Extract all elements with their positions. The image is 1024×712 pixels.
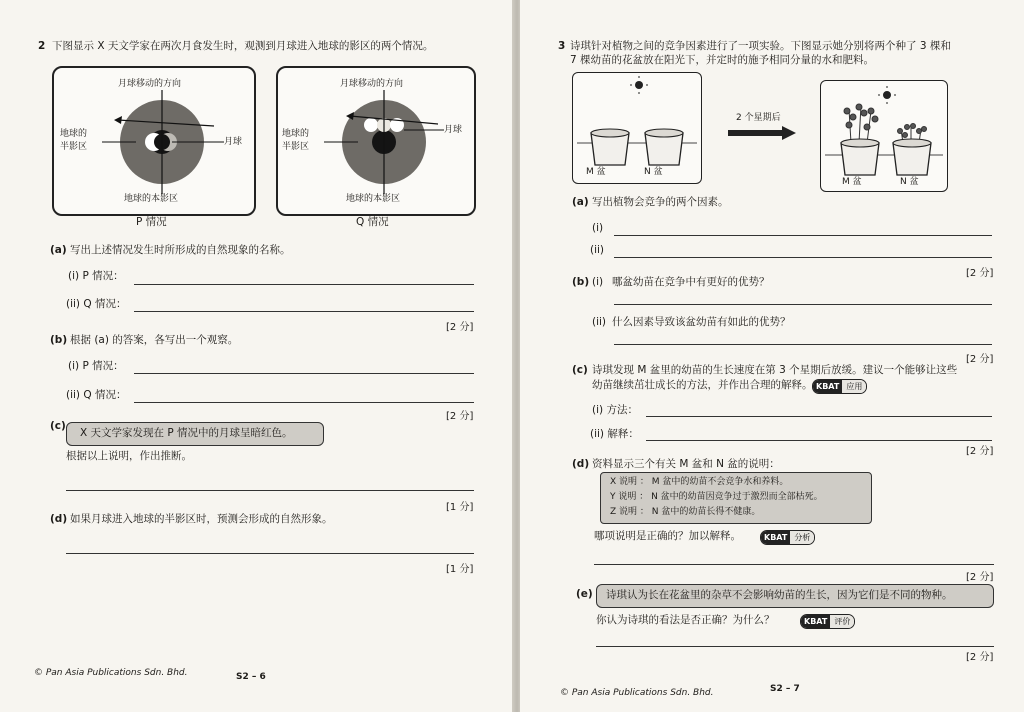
part-c-label: (c) [50, 420, 66, 432]
sun-icon [635, 81, 643, 89]
direction-label-q: 月球移动的方向 [340, 79, 404, 89]
part-b-i-label: (i) [592, 276, 604, 288]
part-d-question: 哪项说明是正确的？加以解释。 [594, 530, 741, 542]
caption-q: Q 情况 [356, 216, 389, 228]
kbat-skill: 应用 [842, 380, 866, 393]
arrow-right-icon [728, 126, 798, 140]
statement-y: Y 说明 ： N 盆中的幼苗因竞争过于激烈而全部枯死。 [610, 492, 823, 502]
marks: [2 分] [446, 411, 474, 422]
part-b-label: (b) [50, 334, 68, 346]
statement-x: X 说明 ： M 盆中的幼苗不会竞争水和养料。 [610, 477, 789, 487]
penumbra-label-q-2: 半影区 [282, 142, 310, 152]
part-b-text: 根据 (a) 的答案，各写出一个观察。 [70, 334, 239, 346]
caption-p: P 情况 [136, 216, 167, 228]
marks: [2 分] [446, 322, 474, 333]
part-a-label: (a) [50, 244, 67, 256]
part-d-label: (d) [572, 458, 590, 470]
marks: [2 分] [966, 652, 994, 663]
statement-z: Z 说明 ： N 盆中的幼苗长得不健康。 [610, 507, 761, 517]
question-intro-1: 诗琪针对植物之间的竞争因素进行了一项实验。下图显示她分别将两个种了 3 棵和 [570, 40, 951, 52]
part-c-label: (c) [572, 364, 588, 376]
part-a-ii: (ii) [590, 244, 605, 256]
sun-icon [883, 91, 891, 99]
umbra-label-q: 地球的本影区 [346, 194, 401, 204]
part-e-label: (e) [576, 588, 593, 600]
kbat-tag: KBAT [801, 615, 830, 628]
part-a-text: 写出植物会竞争的两个因素。 [592, 196, 729, 208]
part-d-text: 资料显示三个有关 M 盆和 N 盆的说明： [592, 458, 780, 470]
part-c-text: 根据以上说明，作出推断。 [66, 450, 192, 462]
part-c-i: (i) 方法： [592, 404, 638, 416]
pot-n-label: N 盆 [644, 167, 663, 177]
kbat-tag: KBAT [813, 380, 842, 393]
pot-m-label: M 盆 [842, 177, 862, 187]
answer-line[interactable] [614, 257, 992, 258]
question-intro: 下图显示 X 天文学家在两次月食发生时，观测到月球进入地球的影区的两个情况。 [52, 40, 434, 52]
marks: [1 分] [446, 564, 474, 575]
answer-line[interactable] [134, 284, 474, 285]
marks: [1 分] [446, 502, 474, 513]
part-c-text-1: 诗琪发现 M 盆里的幼苗的生长速度在第 3 个星期后放缓。建议一个能够让这些 [592, 364, 958, 376]
pot-m [591, 133, 629, 165]
penumbra-label-p-2: 半影区 [60, 142, 88, 152]
marks: [2 分] [966, 354, 994, 365]
part-c-ii: (ii) 解释： [590, 428, 639, 440]
part-e-question: 你认为诗琪的看法是否正确？为什么？ [596, 614, 775, 626]
pots-after-illustration [821, 81, 947, 191]
pot-n-label: N 盆 [900, 177, 919, 187]
answer-line[interactable] [614, 235, 992, 236]
question-intro-2: 7 棵幼苗的花盆放在阳光下，并定时的施予相同分量的水和肥料。 [570, 54, 875, 66]
part-b-ii-label: (ii) [592, 316, 607, 328]
right-page [520, 0, 1024, 712]
pot-m-label: M 盆 [586, 167, 606, 177]
moon-white [364, 118, 378, 132]
kbat-badge [812, 379, 867, 394]
part-b-ii-text: 什么因素导致该盆幼苗有如此的优势？ [612, 316, 791, 328]
kbat-badge [760, 530, 815, 545]
answer-line[interactable] [134, 373, 474, 374]
moon-label-p: 月球 [224, 137, 243, 147]
answer-line[interactable] [596, 646, 994, 647]
part-b-label: (b) [572, 276, 590, 288]
part-b-i: (i) P 情况： [68, 360, 124, 372]
answer-line[interactable] [66, 490, 474, 491]
page-number: S2 – 7 [770, 684, 800, 694]
marks: [2 分] [966, 446, 994, 457]
answer-line[interactable] [646, 416, 992, 417]
moon-label-q: 月球 [444, 125, 463, 135]
page-number: S2 – 6 [236, 672, 266, 682]
part-b-ii: (ii) Q 情况： [66, 389, 127, 401]
marks: [2 分] [966, 268, 994, 279]
kbat-badge [800, 614, 855, 629]
direction-label-p: 月球移动的方向 [118, 79, 182, 89]
experiment-after [820, 80, 948, 192]
kbat-skill: 评价 [830, 615, 854, 628]
part-d-label: (d) [50, 513, 68, 525]
part-a-label: (a) [572, 196, 589, 208]
umbra-label-p: 地球的本影区 [124, 194, 179, 204]
part-a-text: 写出上述情况发生时所形成的自然现象的名称。 [70, 244, 291, 256]
arrow-label: 2 个星期后 [736, 113, 781, 123]
tall-seedlings [844, 104, 878, 143]
marks: [2 分] [966, 572, 994, 583]
part-c-box-text: X 天文学家发现在 P 情况中的月球呈暗红色。 [80, 427, 293, 439]
penumbra-label-p-1: 地球的 [60, 129, 88, 139]
penumbra-label-q-1: 地球的 [282, 129, 310, 139]
part-e-box-text: 诗琪认为长在花盆里的杂草不会影响幼苗的生长，因为它们是不同的物种。 [606, 589, 953, 601]
question-number: 3 [558, 40, 566, 52]
answer-line[interactable] [614, 304, 992, 305]
part-c-text-2: 幼苗继续茁壮成长的方法，并作出合理的解释。 [592, 379, 813, 391]
part-d-text: 如果月球进入地球的半影区时，预测会形成的自然形象。 [70, 513, 333, 525]
part-a-ii: (ii) Q 情况： [66, 298, 127, 310]
part-a-i: (i) [592, 222, 604, 234]
publisher-footer: © Pan Asia Publications Sdn. Bhd. [560, 688, 714, 698]
answer-line[interactable] [594, 564, 994, 565]
kbat-tag: KBAT [761, 531, 790, 544]
answer-line[interactable] [134, 402, 474, 403]
answer-line[interactable] [66, 553, 474, 554]
kbat-skill: 分析 [790, 531, 814, 544]
part-a-i: (i) P 情况： [68, 270, 124, 282]
pot-n [645, 133, 683, 165]
answer-line[interactable] [134, 311, 474, 312]
question-number: 2 [38, 40, 46, 52]
answer-line[interactable] [646, 440, 992, 441]
publisher-footer: © Pan Asia Publications Sdn. Bhd. [34, 668, 188, 678]
part-b-i-text: 哪盆幼苗在竞争中有更好的优势？ [612, 276, 770, 288]
answer-line[interactable] [614, 344, 992, 345]
